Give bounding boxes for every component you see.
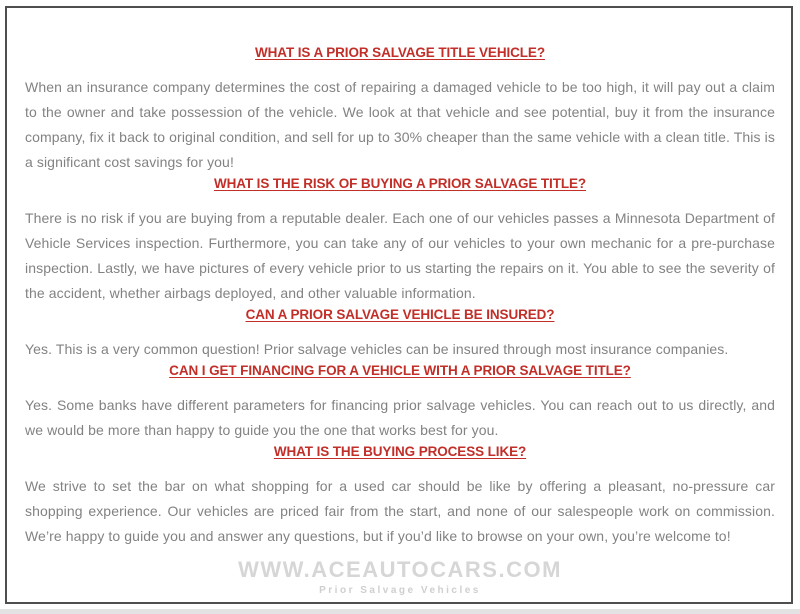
faq-section-3 <box>25 306 775 362</box>
faq-question-3: CAN A PRIOR SALVAGE VEHICLE BE INSURED? <box>245 307 555 322</box>
faq-section-5 <box>25 443 775 549</box>
faq-answer-1: When an insurance company determines the cost of repairing a damaged vehicle to be too high, it will pay out a claim to the owner and take possession of the vehicle. We look at that vehicle and see potential, buy it from the insurance company, fix it back to original condition, and sell for up to 30% cheaper than the same vehicle with a clean title. This is a significant cost savings for you! <box>25 79 775 170</box>
faq-question-5: WHAT IS THE BUYING PROCESS LIKE? <box>273 444 527 459</box>
watermark-site-url: WWW.ACEAUTOCARS.COM <box>238 557 562 582</box>
photo-bottom-edge <box>0 609 800 614</box>
faq-section-1 <box>25 44 775 175</box>
watermark-tagline: Prior Salvage Vehicles <box>319 585 481 596</box>
faq-answer-3: Yes. This is a very common question! Prior salvage vehicles can be insured through most insurance companies. <box>25 341 729 357</box>
faq-section-2 <box>25 175 775 306</box>
faq-question-2: WHAT IS THE RISK OF BUYING A PRIOR SALVAGE TITLE? <box>213 176 587 191</box>
faq-question-4: CAN I GET FINANCING FOR A VEHICLE WITH A PRIOR SALVAGE TITLE? <box>169 363 631 378</box>
faq-answer-2: There is no risk if you are buying from a reputable dealer. Each one of our vehicles passes a Minnesota Department of Vehicle Services inspection. Furthermore, you can take any of our vehicles to your own mechanic for a pre-purchase inspection. Lastly, we have pictures of every vehicle prior to us starting the repairs on it. You able to see the severity of the accident, whether airbags deployed, and other valuable information. <box>25 210 775 301</box>
watermark <box>25 557 775 597</box>
faq-answer-4: Yes. Some banks have different parameters for financing prior salvage vehicles. You can reach out to us directly, and we would be more than happy to guide you the one that works best for you. <box>25 397 775 438</box>
faq-answer-5: We strive to set the bar on what shopping for a used car should be like by offering a pleasant, no-pressure car shopping experience. Our vehicles are priced fair from the start, and none of our salespeople work on commission. We’re happy to guide you and answer any questions, but if you’d like to browse on your own, you’re welcome to! <box>25 478 775 544</box>
page-border <box>5 6 793 604</box>
faq-question-1: WHAT IS A PRIOR SALVAGE TITLE VEHICLE? <box>255 45 545 60</box>
faq-section-4 <box>25 362 775 443</box>
